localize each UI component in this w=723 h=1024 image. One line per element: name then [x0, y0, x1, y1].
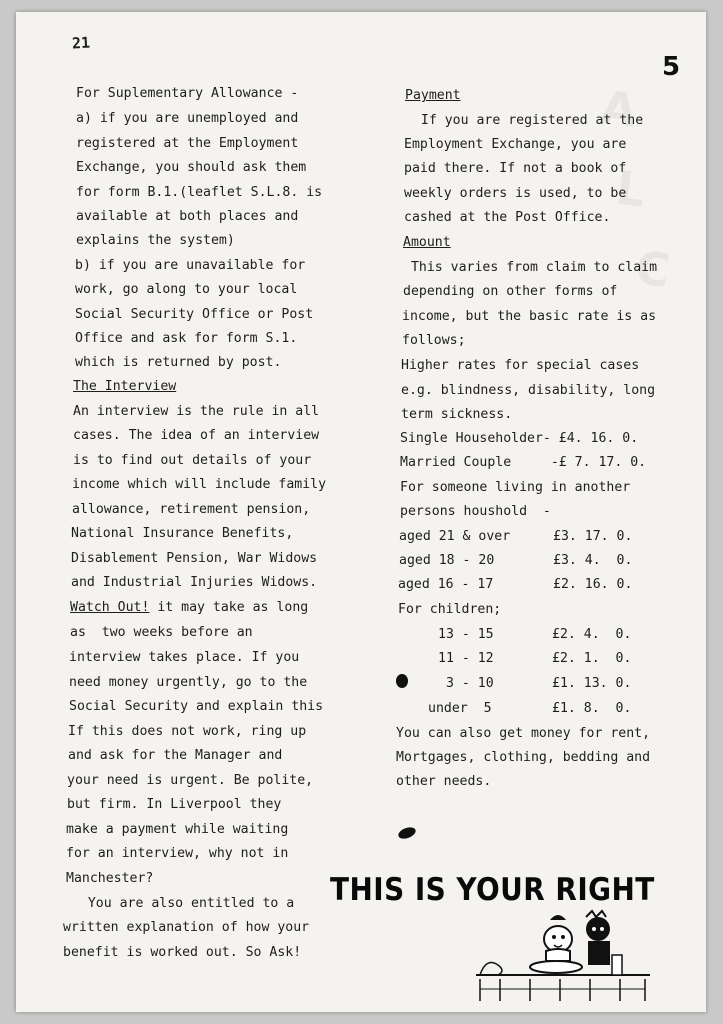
- text-line: If you are registered at the: [405, 113, 644, 128]
- rate-label: aged 18 - 20: [399, 553, 495, 568]
- text-line: other needs.: [396, 774, 492, 789]
- text-line: need money urgently, go to the: [69, 675, 308, 690]
- text-line: cases. The idea of an interview: [73, 428, 320, 443]
- text-line: Office and ask for form S.1.: [75, 331, 298, 346]
- text-line: b) if you are unavailable for: [75, 258, 306, 273]
- rate-married-couple: Married Couple -£ 7. 17. 0.: [400, 455, 647, 470]
- text-line: An interview is the rule in all: [73, 404, 320, 419]
- rate-amount: £3. 17. 0.: [553, 529, 633, 544]
- text-line: persons houshold -: [400, 504, 551, 519]
- rate-amount: £2. 4. 0.: [552, 627, 632, 642]
- text-line: benefit is worked out. So Ask!: [63, 945, 302, 960]
- text-line: You can also get money for rent,: [396, 726, 651, 741]
- rate-amount: £2. 16. 0.: [553, 577, 633, 592]
- text-line: available at both places and: [76, 209, 299, 224]
- rate-label: aged 21 & over: [399, 529, 511, 544]
- rate-label: 11 - 12: [438, 651, 494, 666]
- text-line: [70, 600, 308, 615]
- bleed-through-text: A: [597, 79, 641, 139]
- text-line: work, go along to your local: [75, 282, 298, 297]
- page-number-left: 21: [71, 33, 91, 53]
- text-line: If this does not work, ring up: [68, 724, 307, 739]
- watch-out-heading: Watch Out!: [70, 600, 150, 615]
- text-line: which is returned by post.: [75, 355, 282, 370]
- rate-amount: £1. 8. 0.: [552, 701, 632, 716]
- children-heading: For children;: [398, 602, 502, 617]
- text-line: written explanation of how your: [63, 920, 310, 935]
- text-line: e.g. blindness, disability, long: [401, 383, 656, 398]
- text-line: Disablement Pension, War Widows: [71, 551, 318, 566]
- rate-label: 3 - 10: [446, 676, 494, 691]
- text-line: follows;: [402, 333, 466, 348]
- section-heading-amount: Amount: [403, 235, 451, 250]
- text-line: registered at the Employment: [76, 136, 299, 151]
- text-line: explains the system): [76, 233, 235, 248]
- text-line: and ask for the Manager and: [68, 748, 283, 763]
- text-line: Social Security Office or Post: [75, 307, 314, 322]
- text-line: and Industrial Injuries Widows.: [71, 575, 318, 590]
- text-line: weekly orders is used, to be: [404, 186, 627, 201]
- rate-label: under 5: [428, 701, 492, 716]
- text-line: Manchester?: [66, 871, 154, 886]
- text-line: as two weeks before an: [70, 625, 253, 640]
- text-line: You are also entitled to a: [64, 896, 295, 911]
- rate-amount: £3. 4. 0.: [553, 553, 633, 568]
- text-line: a) if you are unemployed and: [76, 111, 299, 126]
- text-line: This varies from claim to claim: [403, 260, 658, 275]
- text-line: depending on other forms of: [403, 284, 618, 299]
- bleed-through-text: C: [632, 239, 674, 299]
- text-line: allowance, retirement pension,: [72, 502, 311, 517]
- section-heading-interview: The Interview: [73, 379, 177, 394]
- text-line: for form B.1.(leaflet S.L.8. is: [76, 185, 323, 200]
- text-line: for an interview, why not in: [66, 846, 289, 861]
- rate-amount: £2. 1. 0.: [552, 651, 632, 666]
- section-heading-payment: Payment: [405, 88, 461, 103]
- text-line: make a payment while waiting: [66, 822, 289, 837]
- text-line: interview takes place. If you: [69, 650, 300, 665]
- text-line: paid there. If not a book of: [404, 161, 627, 176]
- text-line: income which will include family: [72, 477, 327, 492]
- text-line: term sickness.: [401, 407, 513, 422]
- text-line: income, but the basic rate is as: [402, 309, 657, 324]
- rate-label: aged 16 - 17: [398, 577, 494, 592]
- text-line: cashed at the Post Office.: [404, 210, 611, 225]
- text-line: Higher rates for special cases: [401, 358, 640, 373]
- rate-amount: £1. 13. 0.: [552, 676, 632, 691]
- text-line: Social Security and explain this: [69, 699, 324, 714]
- text-fragment: it may take as long: [149, 600, 309, 615]
- rate-label: 13 - 15: [438, 627, 494, 642]
- bleed-through-text: L: [612, 160, 649, 218]
- text-line: Exchange, you should ask them: [76, 160, 307, 175]
- text-line: your need is urgent. Be polite,: [67, 773, 314, 788]
- cartoon-couple-at-table-icon: [470, 905, 660, 1005]
- ink-blot: [396, 674, 408, 688]
- text-line: National Insurance Benefits,: [71, 526, 294, 541]
- rate-single-householder: Single Householder- £4. 16. 0.: [400, 431, 639, 446]
- text-line: For Suplementary Allowance -: [76, 86, 299, 101]
- page-number-right: 5: [662, 52, 681, 82]
- text-line: Mortgages, clothing, bedding and: [396, 750, 651, 765]
- text-line: For someone living in another: [400, 480, 631, 495]
- text-line: Employment Exchange, you are: [404, 137, 627, 152]
- text-line: but firm. In Liverpool they: [67, 797, 282, 812]
- text-line: is to find out details of your: [73, 453, 312, 468]
- banner-this-is-your-right: THIS IS YOUR RIGHT: [330, 872, 655, 908]
